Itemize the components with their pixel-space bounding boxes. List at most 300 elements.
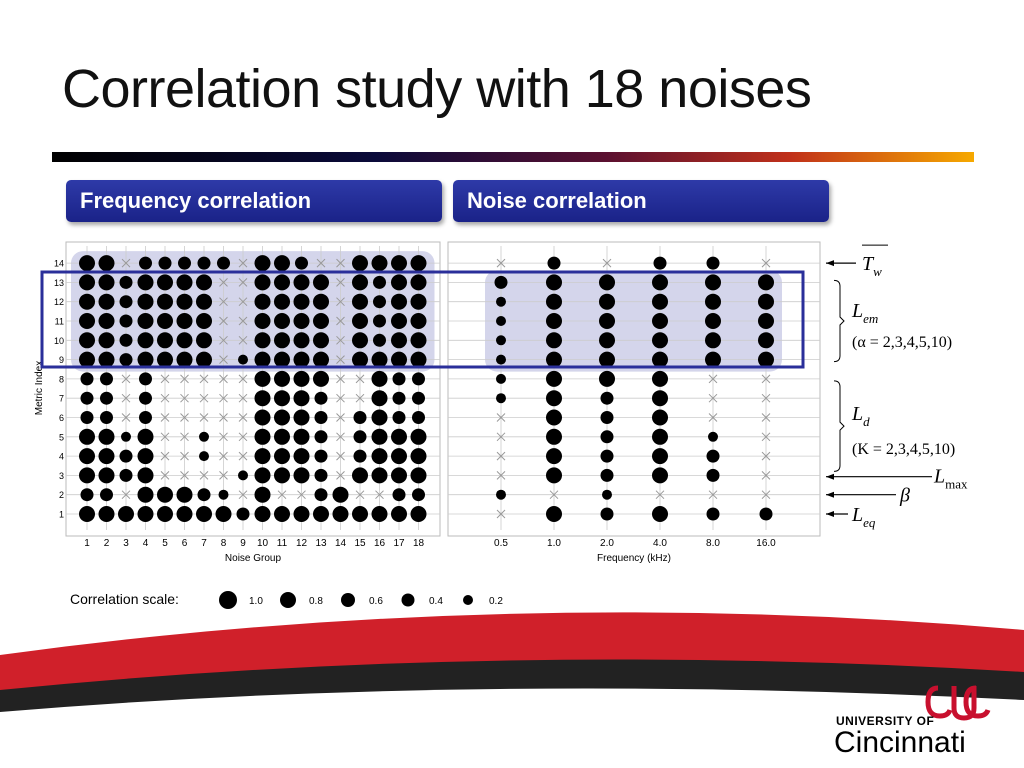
frequency-correlation-dot-mark: [255, 274, 271, 290]
noise-correlation-x-tick-label: 0.5: [494, 538, 508, 549]
noise-correlation-dot-mark: [546, 294, 562, 310]
noise-correlation-dot-mark: [546, 332, 562, 348]
frequency-correlation-dot-mark: [333, 506, 349, 522]
frequency-correlation-dot-mark: [372, 448, 388, 464]
frequency-correlation-dot-mark: [138, 467, 154, 483]
frequency-correlation-dot-mark: [157, 294, 173, 310]
frequency-correlation-dot-mark: [391, 255, 407, 271]
noise-correlation-dot-mark: [496, 393, 506, 403]
noise-correlation-dot-mark: [707, 469, 720, 482]
frequency-correlation-y-tick-label: 6: [58, 413, 64, 423]
frequency-correlation-dot-mark: [391, 448, 407, 464]
frequency-correlation-dot-mark: [139, 372, 152, 385]
frequency-correlation-x-tick-label: 7: [201, 538, 207, 549]
noise-correlation-dot-mark: [496, 490, 506, 500]
frequency-correlation-dot-mark: [393, 411, 406, 424]
frequency-correlation-x-tick-label: 17: [393, 538, 405, 549]
frequency-correlation-y-tick-label: 12: [53, 297, 64, 308]
scale-dot: [463, 595, 473, 605]
frequency-correlation-dot-mark: [313, 371, 329, 387]
noise-correlation-dot-mark: [546, 274, 562, 290]
frequency-correlation-dot-mark: [138, 352, 154, 368]
frequency-correlation-dot-mark: [237, 508, 250, 521]
logo-university-text: UNIVERSITY OF: [836, 714, 935, 728]
frequency-correlation-dot-mark: [79, 274, 95, 290]
frequency-correlation-y-tick-label: 2: [58, 490, 64, 501]
noise-correlation-dot-mark: [652, 506, 668, 522]
frequency-correlation-y-tick-label: 10: [53, 335, 64, 346]
frequency-correlation-dot-mark: [372, 255, 388, 271]
frequency-correlation-dot-mark: [391, 294, 407, 310]
logo-cincinnati-text: Cincinnati: [834, 726, 966, 759]
frequency-correlation-x-tick-label: 14: [334, 538, 347, 549]
lmax-arrow-head: [826, 474, 834, 480]
frequency-correlation-dot-mark: [99, 294, 115, 310]
frequency-correlation-dot-mark: [199, 432, 209, 442]
frequency-correlation-dot-mark: [159, 257, 172, 270]
frequency-correlation-dot-mark: [294, 410, 310, 426]
frequency-correlation-dot-mark: [411, 255, 427, 271]
frequency-correlation-dot-mark: [120, 276, 133, 289]
scale-value-label: 0.4: [429, 596, 443, 607]
frequency-correlation-dot-mark: [255, 448, 271, 464]
noise-correlation-dot-mark: [496, 374, 506, 384]
noise-correlation-x-tick-label: 2.0: [600, 538, 614, 549]
frequency-correlation-dot-mark: [274, 467, 290, 483]
noise-correlation-dot-mark: [707, 450, 720, 463]
noise-correlation-dot-mark: [652, 390, 668, 406]
leq-label: $L_{eq}$: [852, 504, 876, 530]
frequency-correlation-dot-mark: [411, 332, 427, 348]
frequency-correlation-dot-mark: [178, 257, 191, 270]
noise-correlation-dot-mark: [601, 469, 614, 482]
noise-correlation-x-tick-label: 4.0: [653, 538, 667, 549]
tab-frequency-correlation[interactable]: Frequency correlation: [66, 180, 442, 222]
frequency-correlation-y-tick-label: 3: [58, 470, 64, 481]
noise-correlation-dot-mark: [599, 313, 615, 329]
frequency-correlation-dot-mark: [295, 257, 308, 270]
scale-dot: [402, 594, 415, 607]
tw-label: $T_w$: [862, 253, 882, 280]
frequency-correlation-dot-mark: [138, 313, 154, 329]
frequency-correlation-dot-mark: [294, 448, 310, 464]
frequency-correlation-dot-mark: [352, 294, 368, 310]
frequency-correlation-x-tick-label: 13: [315, 538, 327, 549]
frequency-correlation-dot-mark: [373, 295, 386, 308]
frequency-correlation-y-tick-label: 4: [58, 451, 64, 462]
frequency-correlation-dot-mark: [99, 429, 115, 445]
noise-correlation-dot-mark: [546, 371, 562, 387]
frequency-correlation-dot-mark: [138, 274, 154, 290]
lem-bracket: [834, 280, 844, 361]
noise-correlation-dot-mark: [546, 467, 562, 483]
frequency-correlation-dot-mark: [196, 352, 212, 368]
frequency-correlation-dot-mark: [138, 294, 154, 310]
frequency-correlation-y-axis-label: Metric Index: [34, 360, 45, 416]
frequency-correlation-x-tick-label: 6: [181, 538, 188, 549]
frequency-correlation-dot-mark: [238, 470, 248, 480]
frequency-correlation-dot-mark: [315, 450, 328, 463]
frequency-correlation-dot-mark: [274, 506, 290, 522]
frequency-correlation-x-tick-label: 3: [123, 538, 129, 549]
noise-correlation-dot-mark: [548, 257, 561, 270]
noise-correlation-dot-mark: [546, 410, 562, 426]
lem-note: (α = 2,3,4,5,10): [852, 334, 953, 351]
frequency-correlation-dot-mark: [352, 506, 368, 522]
frequency-correlation-dot-mark: [100, 392, 113, 405]
frequency-correlation-dot-mark: [294, 506, 310, 522]
noise-correlation-x-axis-label: Frequency (kHz): [597, 553, 671, 564]
frequency-correlation-dot-mark: [354, 430, 367, 443]
noise-correlation-x-tick-label: 1.0: [547, 538, 561, 549]
frequency-correlation-dot-mark: [294, 313, 310, 329]
frequency-correlation-dot-mark: [411, 506, 427, 522]
frequency-correlation-dot-mark: [79, 313, 95, 329]
frequency-correlation-x-tick-label: 8: [220, 538, 227, 549]
noise-correlation-dot-mark: [760, 508, 773, 521]
frequency-correlation-dot-mark: [373, 334, 386, 347]
frequency-correlation-dot-mark: [372, 429, 388, 445]
frequency-correlation-x-tick-label: 4: [142, 538, 149, 549]
frequency-correlation-x-tick-label: 10: [256, 538, 269, 549]
frequency-correlation-dot-mark: [412, 411, 425, 424]
frequency-correlation-dot-mark: [120, 315, 133, 328]
scale-dot: [219, 591, 237, 609]
frequency-correlation-dot-mark: [100, 372, 113, 385]
frequency-correlation-dot-mark: [391, 352, 407, 368]
frequency-correlation-dot-mark: [99, 255, 115, 271]
frequency-correlation-dot-mark: [255, 410, 271, 426]
noise-correlation-dot-mark: [601, 430, 614, 443]
frequency-correlation-dot-mark: [177, 332, 193, 348]
frequency-correlation-dot-mark: [255, 429, 271, 445]
frequency-correlation-dot-mark: [81, 411, 94, 424]
frequency-correlation-x-tick-label: 16: [373, 538, 386, 549]
frequency-correlation-dot-mark: [255, 294, 271, 310]
noise-correlation-dot-mark: [496, 316, 506, 326]
frequency-correlation-dot-mark: [79, 352, 95, 368]
scale-value-label: 0.2: [489, 596, 503, 607]
noise-correlation-dot-mark: [546, 506, 562, 522]
frequency-correlation-dot-mark: [274, 448, 290, 464]
frequency-correlation-dot-mark: [100, 488, 113, 501]
frequency-correlation-dot-mark: [79, 294, 95, 310]
ld-note: (K = 2,3,4,5,10): [852, 441, 956, 459]
scale-value-label: 0.8: [309, 596, 323, 607]
frequency-correlation-dot-mark: [294, 294, 310, 310]
frequency-correlation-x-tick-label: 9: [240, 538, 246, 549]
frequency-correlation-dot-mark: [79, 467, 95, 483]
frequency-correlation-dot-mark: [274, 352, 290, 368]
noise-correlation-dot-mark: [652, 274, 668, 290]
frequency-correlation-y-tick-label: 14: [53, 258, 64, 269]
noise-correlation-dot-mark: [707, 508, 720, 521]
lem-label: $L_{em}$: [852, 300, 879, 326]
frequency-correlation-dot-mark: [157, 487, 173, 503]
frequency-correlation-dot-mark: [120, 295, 133, 308]
frequency-correlation-dot-mark: [79, 332, 95, 348]
frequency-correlation-dot-mark: [157, 352, 173, 368]
frequency-correlation-dot-mark: [255, 352, 271, 368]
frequency-correlation-dot-mark: [391, 429, 407, 445]
frequency-correlation-dot-mark: [274, 313, 290, 329]
frequency-correlation-dot-mark: [274, 390, 290, 406]
correlation-scale-label: Correlation scale:: [70, 591, 179, 607]
frequency-correlation-dot-mark: [99, 274, 115, 290]
frequency-correlation-x-tick-label: 11: [276, 538, 288, 549]
tw-arrow-head: [826, 260, 834, 266]
frequency-correlation-dot-mark: [157, 274, 173, 290]
frequency-correlation-dot-mark: [352, 352, 368, 368]
frequency-correlation-dot-mark: [393, 392, 406, 405]
frequency-correlation-dot-mark: [196, 332, 212, 348]
frequency-correlation-y-tick-label: 1: [58, 509, 64, 520]
noise-correlation-dot-mark: [705, 274, 721, 290]
noise-correlation-dot-mark: [496, 335, 506, 345]
frequency-correlation-dot-mark: [99, 352, 115, 368]
frequency-correlation-dot-mark: [255, 255, 271, 271]
slide-title: Correlation study with 18 noises: [62, 59, 812, 119]
noise-correlation-dot-mark: [652, 467, 668, 483]
frequency-correlation-dot-mark: [139, 411, 152, 424]
frequency-correlation-dot-mark: [391, 467, 407, 483]
frequency-correlation-dot-mark: [352, 332, 368, 348]
frequency-correlation-dot-mark: [99, 332, 115, 348]
frequency-correlation-dot-mark: [81, 372, 94, 385]
noise-correlation-dot-mark: [652, 294, 668, 310]
noise-correlation-dot-mark: [546, 313, 562, 329]
noise-correlation-dot-mark: [758, 352, 774, 368]
frequency-correlation-dot-mark: [411, 274, 427, 290]
frequency-correlation-dot-mark: [81, 392, 94, 405]
frequency-correlation-dot-mark: [411, 467, 427, 483]
frequency-correlation-dot-mark: [274, 332, 290, 348]
frequency-correlation-dot-mark: [157, 313, 173, 329]
frequency-correlation-dot-mark: [99, 467, 115, 483]
frequency-correlation-dot-mark: [79, 448, 95, 464]
frequency-correlation-dot-mark: [199, 451, 209, 461]
noise-correlation-dot-mark: [496, 297, 506, 307]
frequency-correlation-dot-mark: [391, 313, 407, 329]
frequency-correlation-dot-mark: [217, 257, 230, 270]
tab-noise-correlation[interactable]: Noise correlation: [453, 180, 829, 222]
frequency-correlation-dot-mark: [274, 255, 290, 271]
frequency-correlation-dot-mark: [274, 410, 290, 426]
frequency-correlation-dot-mark: [274, 371, 290, 387]
frequency-correlation-dot-mark: [333, 487, 349, 503]
noise-correlation-dot-mark: [546, 448, 562, 464]
frequency-correlation-dot-mark: [255, 506, 271, 522]
noise-correlation-dot-mark: [652, 429, 668, 445]
frequency-correlation-y-tick-label: 5: [58, 432, 64, 443]
frequency-correlation-dot-mark: [99, 506, 115, 522]
frequency-correlation-dot-mark: [99, 313, 115, 329]
frequency-correlation-dot-mark: [79, 255, 95, 271]
frequency-correlation-dot-mark: [157, 506, 173, 522]
frequency-correlation-dot-mark: [138, 448, 154, 464]
frequency-correlation-dot-mark: [196, 274, 212, 290]
noise-correlation-dot-mark: [546, 390, 562, 406]
noise-correlation-dot-mark: [705, 352, 721, 368]
frequency-correlation-dot-mark: [411, 294, 427, 310]
frequency-correlation-dot-mark: [412, 488, 425, 501]
frequency-correlation-dot-mark: [412, 392, 425, 405]
frequency-correlation-dot-mark: [196, 506, 212, 522]
frequency-correlation-dot-mark: [99, 448, 115, 464]
noise-correlation-x-tick-label: 16.0: [756, 538, 776, 549]
frequency-correlation-dot-mark: [294, 332, 310, 348]
frequency-correlation-dot-mark: [313, 294, 329, 310]
frequency-correlation-dot-mark: [255, 332, 271, 348]
frequency-correlation-dot-mark: [139, 257, 152, 270]
frequency-correlation-dot-mark: [373, 315, 386, 328]
frequency-correlation-x-tick-label: 1: [84, 538, 90, 549]
frequency-correlation-dot-mark: [313, 274, 329, 290]
frequency-correlation-dot-mark: [411, 429, 427, 445]
frequency-correlation-dot-mark: [412, 372, 425, 385]
frequency-correlation-dot-mark: [177, 506, 193, 522]
frequency-correlation-dot-mark: [315, 430, 328, 443]
frequency-correlation-dot-mark: [372, 390, 388, 406]
frequency-correlation-dot-mark: [139, 392, 152, 405]
frequency-correlation-dot-mark: [391, 274, 407, 290]
frequency-correlation-dot-mark: [255, 390, 271, 406]
beta-arrow-head: [826, 492, 834, 498]
frequency-correlation-dot-mark: [411, 352, 427, 368]
frequency-correlation-dot-mark: [274, 294, 290, 310]
lmax-label: $L_{max}$: [934, 465, 968, 492]
noise-correlation-dot-mark: [708, 432, 718, 442]
frequency-correlation-dot-mark: [294, 274, 310, 290]
noise-correlation-dot-mark: [652, 410, 668, 426]
frequency-correlation-dot-mark: [177, 274, 193, 290]
frequency-correlation-y-tick-label: 9: [58, 355, 64, 366]
noise-correlation-dot-mark: [495, 276, 508, 289]
frequency-correlation-dot-mark: [157, 332, 173, 348]
frequency-correlation-dot-mark: [315, 469, 328, 482]
frequency-correlation-dot-mark: [315, 411, 328, 424]
frequency-correlation-dot-mark: [138, 487, 154, 503]
frequency-correlation-dot-mark: [294, 429, 310, 445]
frequency-correlation-dot-mark: [274, 429, 290, 445]
frequency-correlation-dot-mark: [411, 448, 427, 464]
noise-correlation-dot-mark: [654, 257, 667, 270]
university-logo: [836, 680, 1006, 760]
noise-correlation-dot-mark: [602, 490, 612, 500]
frequency-correlation-dot-mark: [274, 274, 290, 290]
frequency-correlation-dot-mark: [120, 469, 133, 482]
frequency-correlation-x-tick-label: 2: [103, 538, 110, 549]
frequency-correlation-x-tick-label: 12: [295, 538, 308, 549]
frequency-correlation-dot-mark: [255, 487, 271, 503]
frequency-correlation-dot-mark: [354, 450, 367, 463]
frequency-correlation-y-tick-label: 8: [58, 374, 64, 385]
ld-label: $L_d$: [852, 403, 870, 430]
frequency-correlation-dot-mark: [177, 294, 193, 310]
noise-correlation-dot-mark: [652, 313, 668, 329]
frequency-correlation-dot-mark: [372, 467, 388, 483]
noise-correlation-dot-mark: [705, 313, 721, 329]
noise-correlation-dot-mark: [599, 371, 615, 387]
noise-correlation-x-tick-label: 8.0: [706, 538, 720, 549]
noise-correlation-dot-mark: [652, 352, 668, 368]
frequency-correlation-dot-mark: [391, 506, 407, 522]
frequency-correlation-dot-mark: [138, 506, 154, 522]
frequency-correlation-dot-mark: [177, 313, 193, 329]
noise-correlation-dot-mark: [705, 294, 721, 310]
frequency-correlation-y-tick-label: 13: [53, 277, 64, 288]
beta-label: β: [900, 484, 910, 507]
scale-value-label: 1.0: [249, 596, 263, 607]
frequency-correlation-dot-mark: [255, 313, 271, 329]
frequency-correlation-dot-mark: [294, 352, 310, 368]
frequency-correlation-dot-mark: [81, 488, 94, 501]
frequency-correlation-dot-mark: [255, 371, 271, 387]
frequency-correlation-dot-mark: [238, 355, 248, 365]
frequency-correlation-dot-mark: [294, 390, 310, 406]
frequency-correlation-dot-mark: [216, 506, 232, 522]
frequency-correlation-dot-mark: [313, 332, 329, 348]
noise-correlation-dot-mark: [601, 508, 614, 521]
noise-correlation-dot-mark: [705, 332, 721, 348]
frequency-correlation-dot-mark: [198, 488, 211, 501]
noise-correlation-dot-mark: [599, 294, 615, 310]
frequency-correlation-dot-mark: [177, 352, 193, 368]
frequency-correlation-dot-mark: [177, 487, 193, 503]
noise-correlation-dot-mark: [599, 352, 615, 368]
frequency-correlation-dot-mark: [196, 313, 212, 329]
frequency-correlation-dot-mark: [352, 255, 368, 271]
frequency-correlation-dot-mark: [393, 372, 406, 385]
frequency-correlation-dot-mark: [219, 490, 229, 500]
frequency-correlation-dot-mark: [79, 506, 95, 522]
frequency-correlation-dot-mark: [294, 371, 310, 387]
frequency-correlation-dot-mark: [315, 488, 328, 501]
noise-correlation-dot-mark: [599, 332, 615, 348]
frequency-correlation-dot-mark: [313, 506, 329, 522]
scale-dot: [280, 592, 296, 608]
frequency-correlation-dot-mark: [373, 276, 386, 289]
frequency-correlation-dot-mark: [352, 313, 368, 329]
frequency-correlation-dot-mark: [100, 411, 113, 424]
frequency-correlation-dot-mark: [121, 432, 131, 442]
noise-correlation-dot-mark: [652, 448, 668, 464]
frequency-correlation-y-tick-label: 7: [58, 393, 64, 404]
frequency-correlation-dot-mark: [198, 257, 211, 270]
frequency-correlation-dot-mark: [354, 411, 367, 424]
frequency-correlation-x-tick-label: 5: [162, 538, 168, 549]
noise-correlation-dot-mark: [599, 274, 615, 290]
frequency-correlation-dot-mark: [294, 467, 310, 483]
frequency-correlation-dot-mark: [120, 334, 133, 347]
noise-correlation-dot-mark: [758, 274, 774, 290]
scale-value-label: 0.6: [369, 596, 383, 607]
noise-correlation-dot-mark: [652, 371, 668, 387]
frequency-correlation-dot-mark: [255, 467, 271, 483]
frequency-correlation-dot-mark: [313, 352, 329, 368]
frequency-correlation-dot-mark: [393, 488, 406, 501]
frequency-correlation-dot-mark: [118, 506, 134, 522]
frequency-correlation-dot-mark: [372, 410, 388, 426]
leq-arrow-head: [826, 511, 834, 517]
frequency-correlation-x-axis-label: Noise Group: [224, 553, 282, 564]
frequency-correlation-dot-mark: [79, 429, 95, 445]
noise-correlation-dot-mark: [546, 352, 562, 368]
noise-correlation-dot-mark: [496, 355, 506, 365]
noise-correlation-dot-mark: [707, 257, 720, 270]
frequency-correlation-dot-mark: [120, 450, 133, 463]
frequency-correlation-dot-mark: [313, 313, 329, 329]
